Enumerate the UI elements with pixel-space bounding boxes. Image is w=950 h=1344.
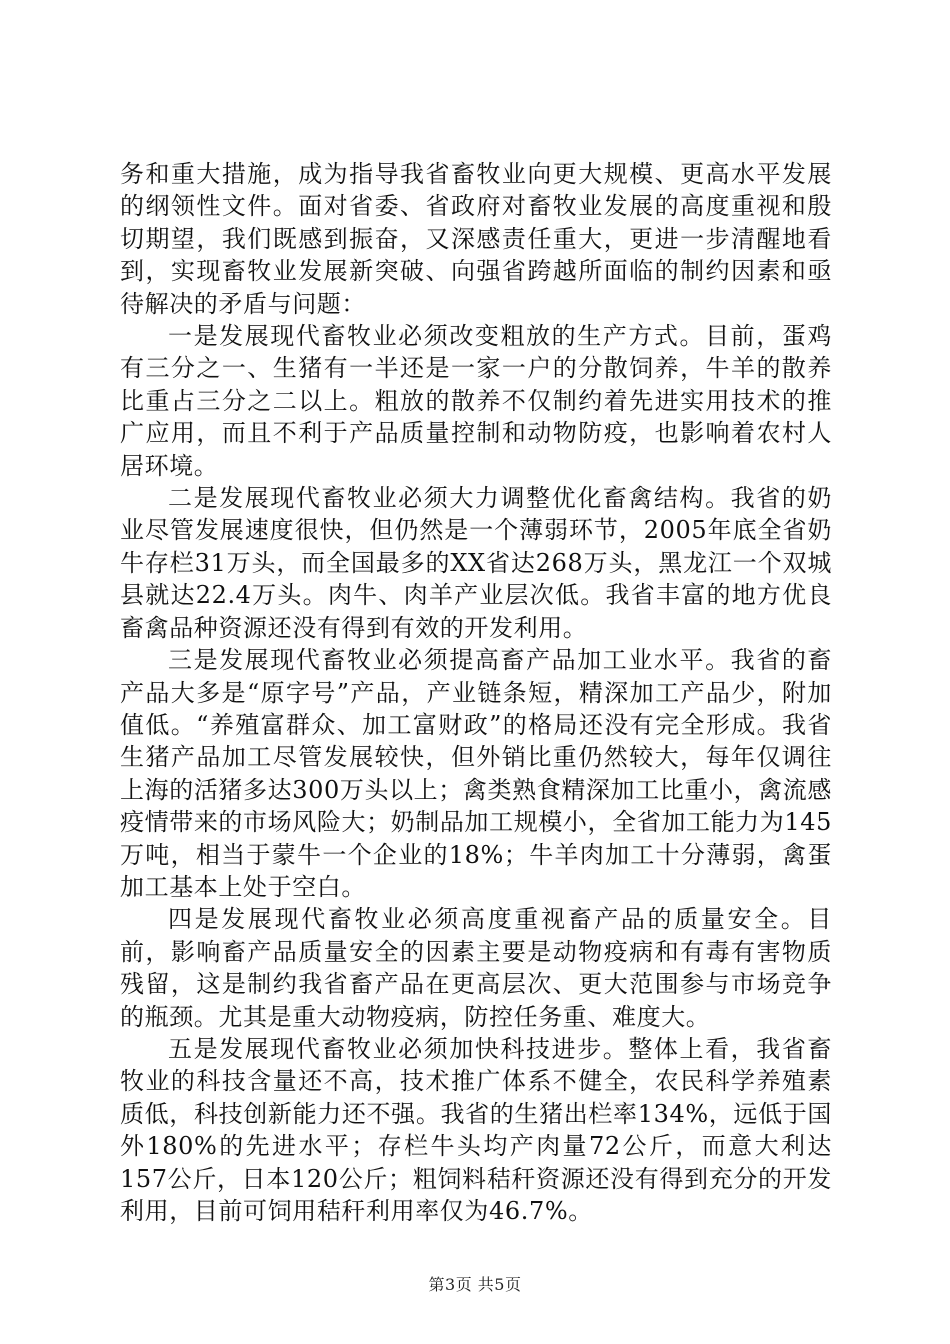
paragraph-continuation: 务和重大措施，成为指导我省畜牧业向更大规模、更高水平发展的纲领性文件。面对省委、省政府对畜牧业发展的高度重视和殷切期望，我们既感到振奋，又深感责任重大，更进一步清醒地看到，实现畜牧业发展新突破、向强省跨越所面临的制约因素和亟待解决的矛盾与问题： (120, 160, 832, 318)
paragraph-point-5: 五是发展现代畜牧业必须加快科技进步。整体上看，我省畜牧业的科技含量还不高，技术推广体系不健全，农民科学养殖素质低，科技创新能力还不强。我省的生猪出栏率134%，远低于国外180%的先进水平；存栏牛头均产肉量72公斤，而意大利达157公斤，日本120公斤；粗饲料秸秆资源还没有得到充分的开发利用，目前可饲用秸秆利用率仅为46.7%。 (120, 1034, 832, 1225)
document-body (120, 158, 832, 1227)
paragraph-point-1: 一是发展现代畜牧业必须改变粗放的生产方式。目前，蛋鸡有三分之一、生猪有一半还是一家一户的分散饲养，牛羊的散养比重占三分之二以上。粗放的散养不仅制约着先进实用技术的推广应用，而且不利于产品质量控制和动物防疫，也影响着农村人居环境。 (120, 322, 832, 480)
paragraph-point-4: 四是发展现代畜牧业必须高度重视畜产品的质量安全。目前，影响畜产品质量安全的因素主要是动物疫病和有毒有害物质残留，这是制约我省畜产品在更高层次、更大范围参与市场竞争的瓶颈。尤其是重大动物疫病，防控任务重、难度大。 (120, 905, 832, 1031)
page-number-footer: 第3页 共5页 (428, 1275, 522, 1294)
paragraph-point-3: 三是发展现代畜牧业必须提高畜产品加工业水平。我省的畜产品大多是“原字号”产品，产业链条短，精深加工产品少，附加值低。“养殖富群众、加工富财政”的格局还没有完全形成。我省生猪产品加工尽管发展较快，但外销比重仍然较大，每年仅调往上海的活猪多达300万头以上；禽类熟食精深加工比重小，禽流感疫情带来的市场风险大；奶制品加工规模小，全省加工能力为145万吨，相当于蒙牛一个企业的18%；牛羊肉加工十分薄弱，禽蛋加工基本上处于空白。 (120, 646, 832, 901)
paragraph-point-2: 二是发展现代畜牧业必须大力调整优化畜禽结构。我省的奶业尽管发展速度很快，但仍然是一个薄弱环节，2005年底全省奶牛存栏31万头，而全国最多的XX省达268万头，黑龙江一个双城县就达22.4万头。肉牛、肉羊产业层次低。我省丰富的地方优良畜禽品种资源还没有得到有效的开发利用。 (120, 484, 832, 642)
